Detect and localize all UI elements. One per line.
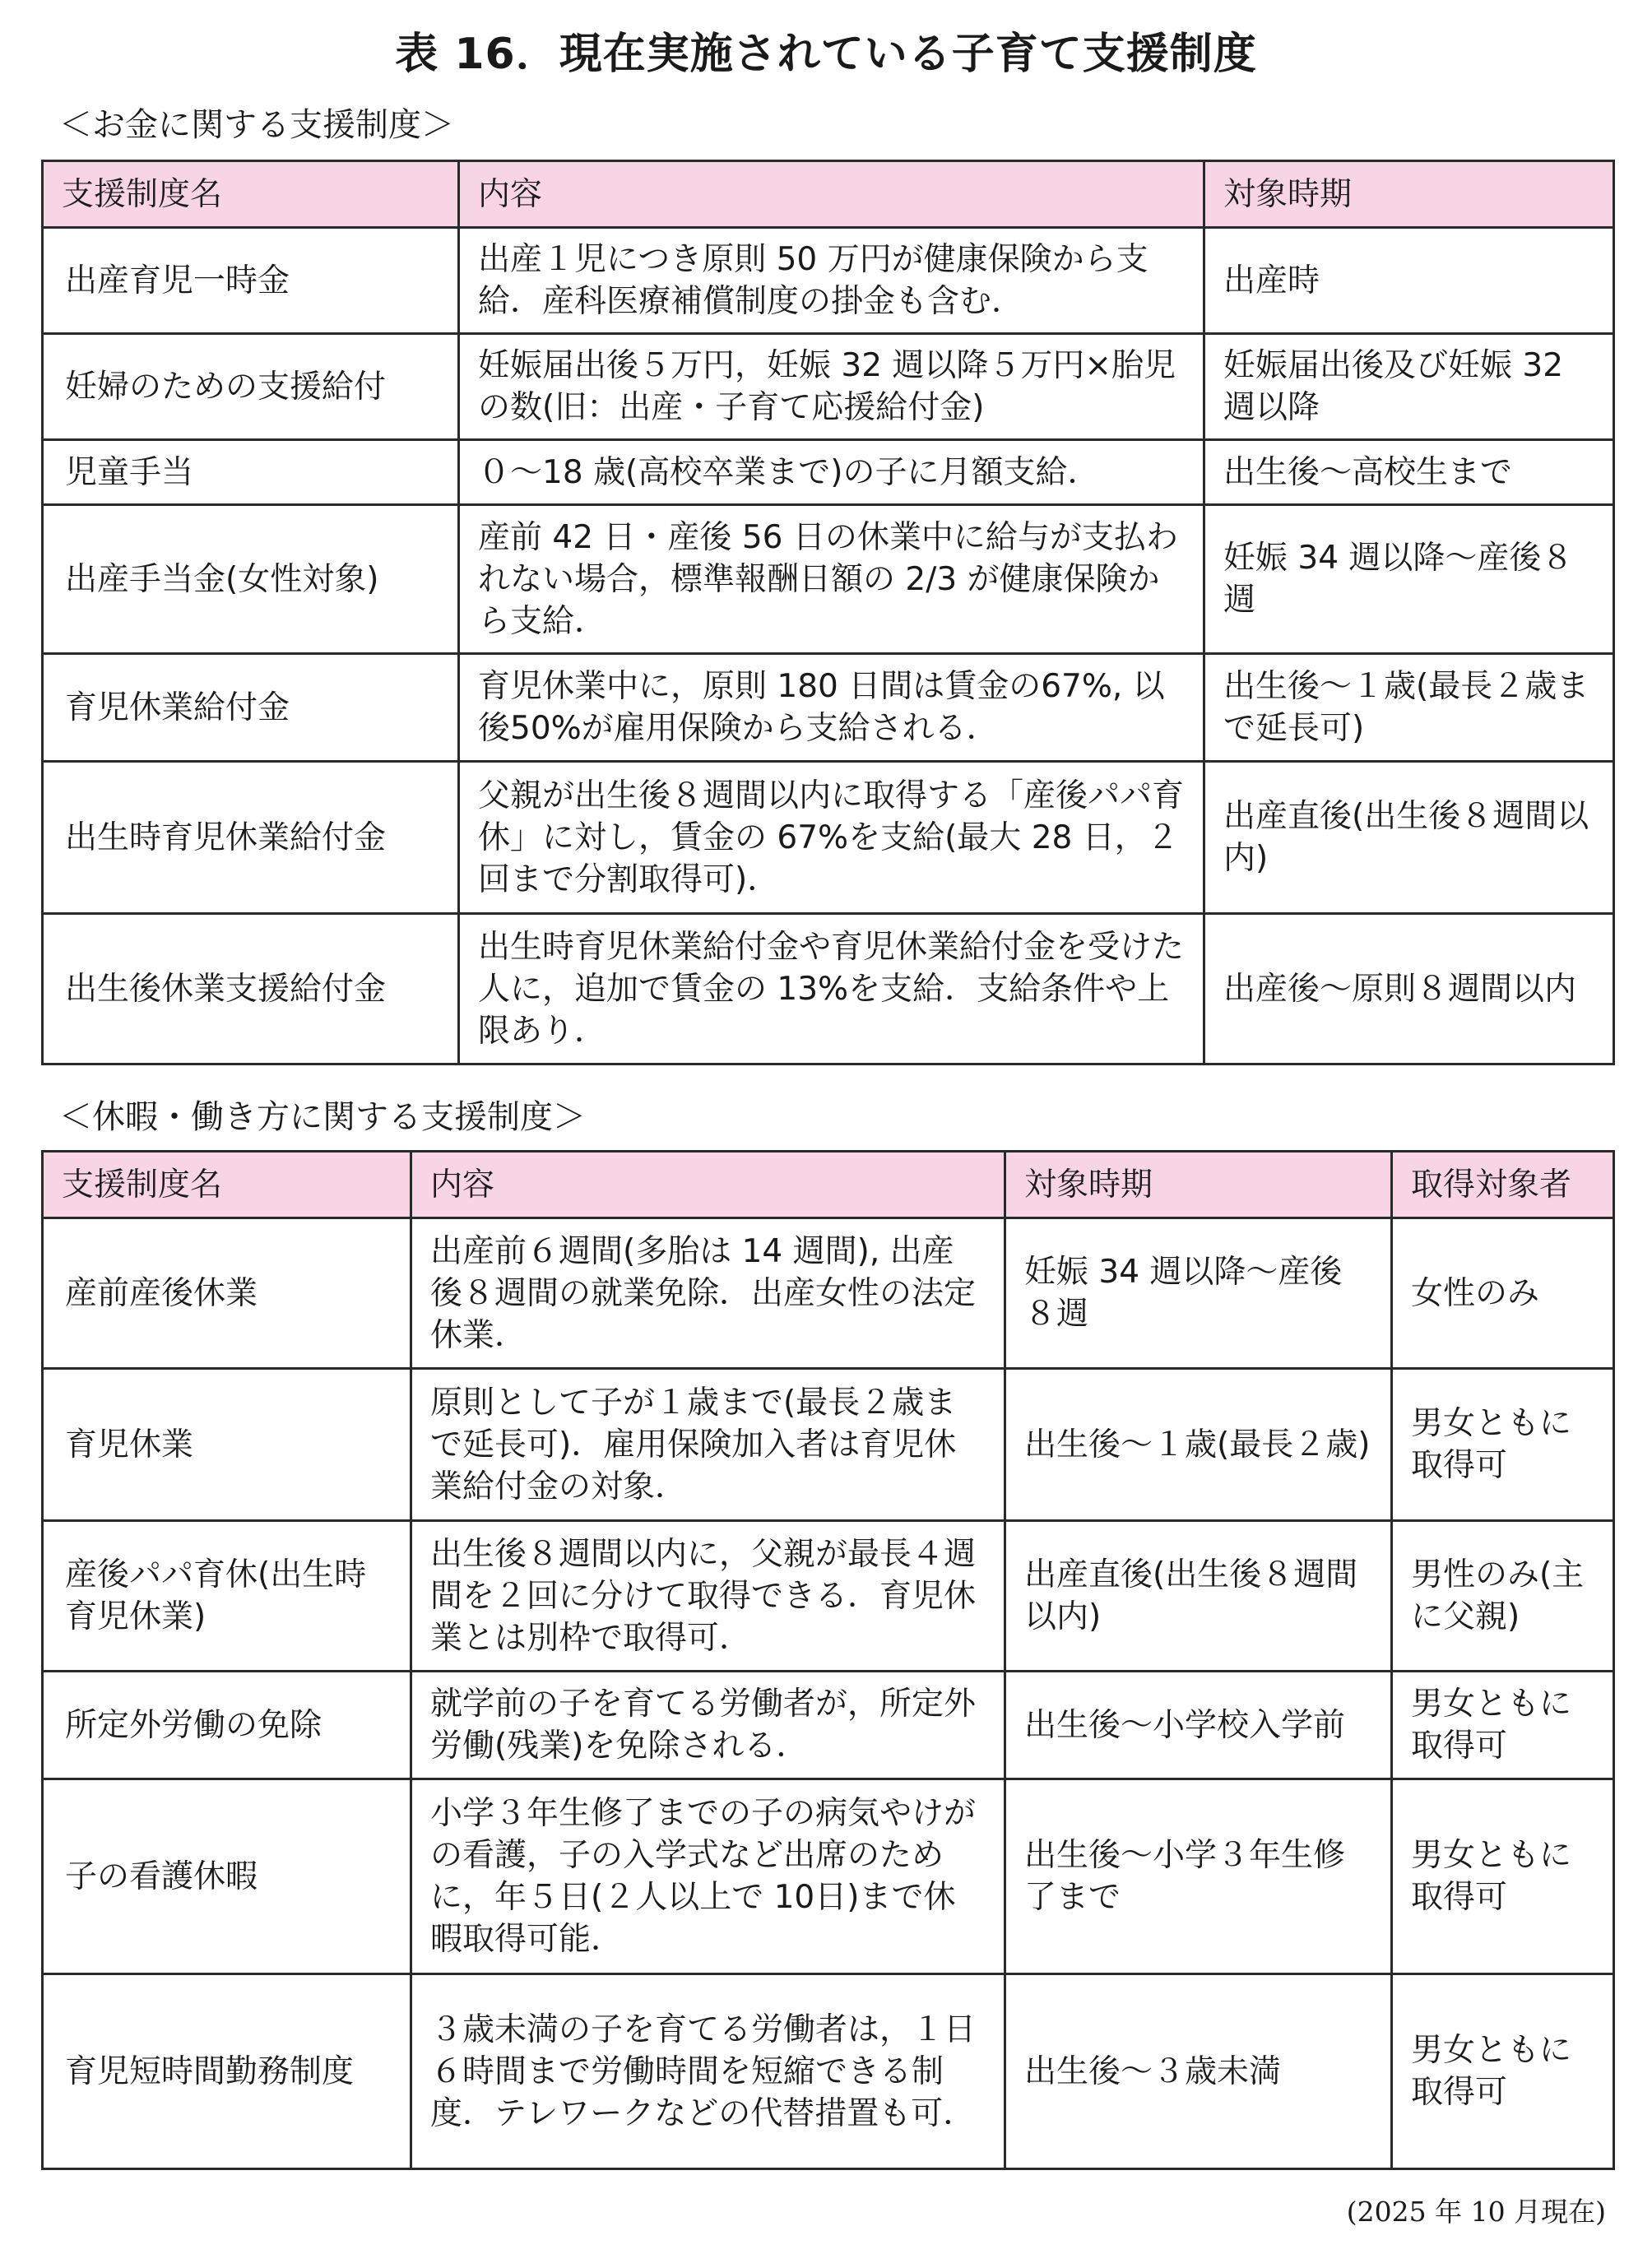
cell-period: 出産時	[1204, 228, 1614, 334]
cell-period: 出生後～小学３年生修了まで	[1005, 1779, 1392, 1974]
cell-name: 妊婦のための支援給付	[43, 334, 459, 440]
cell-content: 出生後８週間以内に，父親が最長４週間を２回に分けて取得できる．育児休業とは別枠で取得可．	[411, 1521, 1005, 1672]
cell-period: 出生後～３歳未満	[1005, 1974, 1392, 2169]
column-header-period: 対象時期	[1005, 1152, 1392, 1218]
table-header-row	[43, 161, 1614, 228]
cell-content: ０～18 歳(高校卒業まで)の子に月額支給．	[459, 440, 1204, 505]
cell-content: 妊娠届出後５万円，妊娠 32 週以降５万円×胎児の数(旧：出産・子育て応援給付金)	[459, 334, 1204, 440]
cell-period: 妊娠 34 週以降～産後８週	[1005, 1218, 1392, 1369]
cell-period: 出産直後(出生後８週間以内)	[1204, 762, 1614, 914]
table-row	[43, 334, 1614, 440]
cell-content: 出産１児につき原則 50 万円が健康保険から支給．産科医療補償制度の掛金も含む．	[459, 228, 1204, 334]
cell-period: 出産後～原則８週間以内	[1204, 914, 1614, 1064]
cell-name: 児童手当	[43, 440, 459, 505]
cell-period: 出生後～１歳(最長２歳)	[1005, 1369, 1392, 1521]
footnote-date: (2025 年 10 月現在)	[1346, 2196, 1606, 2228]
cell-name: 出生時育児休業給付金	[43, 762, 459, 914]
leave-support-table	[41, 1150, 1615, 2170]
table-row	[43, 1521, 1614, 1672]
table-row	[43, 654, 1614, 762]
money-section-heading: ＜お金に関する支援制度＞	[59, 106, 454, 144]
cell-eligible: 男性のみ(主に父親)	[1392, 1521, 1614, 1672]
cell-period: 出生後～１歳(最長２歳まで延長可)	[1204, 654, 1614, 762]
cell-name: 産前産後休業	[43, 1218, 411, 1369]
cell-eligible: 男女ともに取得可	[1392, 1369, 1614, 1521]
column-header-content: 内容	[459, 161, 1204, 228]
cell-content: 小学３年生修了までの子の病気やけがの看護，子の入学式など出席のために，年５日(２人以上で 10日)まで休暇取得可能．	[411, 1779, 1005, 1974]
table-row	[43, 1974, 1614, 2169]
page-title: 表 16．現在実施されている子育て支援制度	[395, 30, 1257, 79]
money-support-table	[41, 160, 1615, 1065]
cell-name: 育児短時間勤務制度	[43, 1974, 411, 2169]
table-row	[43, 762, 1614, 914]
table-header-row	[43, 1152, 1614, 1218]
cell-period: 妊娠届出後及び妊娠 32 週以降	[1204, 334, 1614, 440]
cell-period: 出産直後(出生後８週間以内)	[1005, 1521, 1392, 1672]
cell-eligible: 男女ともに取得可	[1392, 1672, 1614, 1779]
cell-eligible: 男女ともに取得可	[1392, 1974, 1614, 2169]
cell-eligible: 女性のみ	[1392, 1218, 1614, 1369]
column-header-content: 内容	[411, 1152, 1005, 1218]
cell-period: 出生後～小学校入学前	[1005, 1672, 1392, 1779]
table-row	[43, 1672, 1614, 1779]
table-row	[43, 1369, 1614, 1521]
cell-content: 産前 42 日・産後 56 日の休業中に給与が支払われない場合，標準報酬日額の 2/3 が健康保険から支給．	[459, 505, 1204, 654]
table-row	[43, 228, 1614, 334]
cell-content: 就学前の子を育てる労働者が，所定外労働(残業)を免除される．	[411, 1672, 1005, 1779]
cell-name: 出産手当金(女性対象)	[43, 505, 459, 654]
cell-name: 出生後休業支援給付金	[43, 914, 459, 1064]
cell-name: 育児休業給付金	[43, 654, 459, 762]
cell-period: 出生後～高校生まで	[1204, 440, 1614, 505]
cell-content: 出生時育児休業給付金や育児休業給付金を受けた人に，追加で賃金の 13%を支給．支給条件や上限あり．	[459, 914, 1204, 1064]
cell-period: 妊娠 34 週以降～産後８週	[1204, 505, 1614, 654]
table-row	[43, 505, 1614, 654]
leave-section-heading: ＜休暇・働き方に関する支援制度＞	[59, 1098, 586, 1136]
table-row	[43, 914, 1614, 1064]
cell-name: 出産育児一時金	[43, 228, 459, 334]
table-row	[43, 1779, 1614, 1974]
cell-content: 出産前６週間(多胎は 14 週間), 出産後８週間の就業免除．出産女性の法定休業．	[411, 1218, 1005, 1369]
column-header-name: 支援制度名	[43, 1152, 411, 1218]
column-header-period: 対象時期	[1204, 161, 1614, 228]
cell-name: 所定外労働の免除	[43, 1672, 411, 1779]
table-row	[43, 1218, 1614, 1369]
cell-eligible: 男女ともに取得可	[1392, 1779, 1614, 1974]
table-row	[43, 440, 1614, 505]
column-header-name: 支援制度名	[43, 161, 459, 228]
column-header-eligible: 取得対象者	[1392, 1152, 1614, 1218]
cell-content: ３歳未満の子を育てる労働者は，１日６時間まで労働時間を短縮できる制度．テレワークなどの代替措置も可．	[411, 1974, 1005, 2169]
cell-content: 原則として子が１歳まで(最長２歳まで延長可)．雇用保険加入者は育児休業給付金の対象．	[411, 1369, 1005, 1521]
cell-content: 父親が出生後８週間以内に取得する「産後パパ育休」に対し，賃金の 67%を支給(最大 28 日，２回まで分割取得可)．	[459, 762, 1204, 914]
cell-name: 育児休業	[43, 1369, 411, 1521]
cell-name: 子の看護休暇	[43, 1779, 411, 1974]
cell-content: 育児休業中に，原則 180 日間は賃金の67%, 以後50%が雇用保険から支給される．	[459, 654, 1204, 762]
cell-name: 産後パパ育休(出生時育児休業)	[43, 1521, 411, 1672]
